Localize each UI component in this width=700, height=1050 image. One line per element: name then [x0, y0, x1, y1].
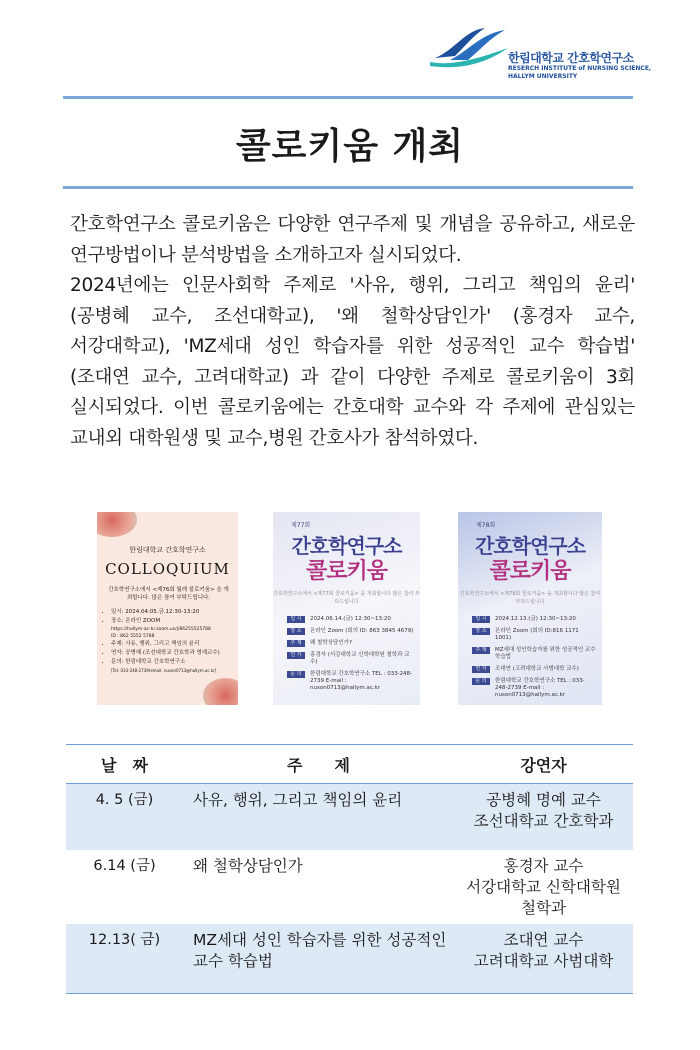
table-header-row	[66, 745, 633, 784]
colloquium-schedule-table	[66, 744, 633, 994]
wave-logo-icon	[430, 20, 510, 70]
poster-colloquium-76: 한림대학교 간호학연구소 COLLOQUIUM 간호학연구소에서 <제76회 월례 콜로키움> 을 개최합니다. 많은 참여 부탁드립니다. • 일시: 2024.04.05.금.12:30-13:20 • 장소: 온라인 ZOOM https://hallym-ac-kr.zoom.us/j/86255525788 ID : 862 5552 5788 • 주제: 사유, 행위, 그리고 책임의 윤리 • 연자: 공병혜 (조선대학교 간호학과 명예교수) • 문의: 한림대학교 간호학연구소 [Tel: 033-248-2739/email: nuson0713@hallym.ac.kr]	[97, 512, 238, 705]
poster-colloquium-77: 제77회 간호학연구소 콜로키움 간호학연구소에서 <제77회 콜로키움> 을 개최합니다 많은 참여 부탁드립니다 일 시 2024.06.14.(금) 12:30~13:20 장 소 온라인 Zoom (회의 ID: 863 3845 4679) 주 제 왜 철학상담인가? 연 자 홍경자 (서강대학교 신학대학원 철학과 교수) 문 의 한림대학교 간호학연구소 TEL : 033-248-2739 E-mail : nuson0713@hallym.ac.kr	[273, 512, 420, 705]
table-row: 6.14 (금) 왜 철학상담인가 홍경자 교수 서강대학교 신학대학원 철학과	[93, 856, 621, 917]
title-divider	[63, 186, 633, 189]
header-date: 날 짜	[66, 745, 183, 784]
table-row: 12.13( 금) MZ세대 성인 학습자를 위한 성공적인 교수 학습법 조대연 교수 고려대학교 사범대학	[66, 924, 633, 994]
top-divider	[63, 96, 633, 99]
page-title: 콜로키움 개최	[235, 126, 465, 167]
table-row: 4. 5 (금) 사유, 행위, 그리고 책임의 윤리 공병혜 명예 교수 조선대학교 간호학과	[66, 784, 633, 850]
header-topic: 주 제	[183, 745, 454, 784]
poster-colloquium-78: 제78회 간호학연구소 콜로키움 간호학연구소에서 <제78회 콜로키움> 을 개최합니다 많은 참여 부탁드립니다 일 시 2024.12.13.(금) 12:30~13:20 장 소 온라인 Zoom (회의 ID:816 1171 1001) 주 제 MZ세대 성인학습자를 위한 성공적인 교수 학습법 연 자 조대연 (고려대학교 사범대학 교수) 문 의 한림대학교 간호학연구소 TEL : 033-248-2739 E-mail : nuson0713@hallym.ac.kr	[458, 512, 602, 705]
logo-name-korean: 한림대학교 간호학연구소	[508, 51, 634, 65]
paragraph: 2024년에는 인문사회학 주제로 '사유, 행위, 그리고 책임의 윤리' (공병혜 교수, 조선대학교), '왜 철학상담인가' (홍경자 교수, 서강대학교), 'MZ세대 성인 학습자를 위한 성공적인 교수 학습법' (조대연 교수, 고려대학교) 과 같이 다양한 주제로 콜로키움이 3회 실시되었다. 이번 콜로키움에는 간호대학 교수와 각 주제에 관심있는 교내외 대학원생 및 교수,병원 간호사가 참석하였다.	[70, 275, 635, 449]
header-speaker: 강연자	[454, 745, 633, 784]
logo-name-english: RESERCH INSTITUTE of NURSING SCIENCE, HALLYM UNIVERSITY	[508, 65, 652, 80]
paragraph: 간호학연구소 콜로키움은 다양한 연구주제 및 개념을 공유하고, 새로운 연구방법이나 분석방법을 소개하고자 실시되었다.	[70, 214, 635, 266]
body-text	[70, 210, 635, 454]
